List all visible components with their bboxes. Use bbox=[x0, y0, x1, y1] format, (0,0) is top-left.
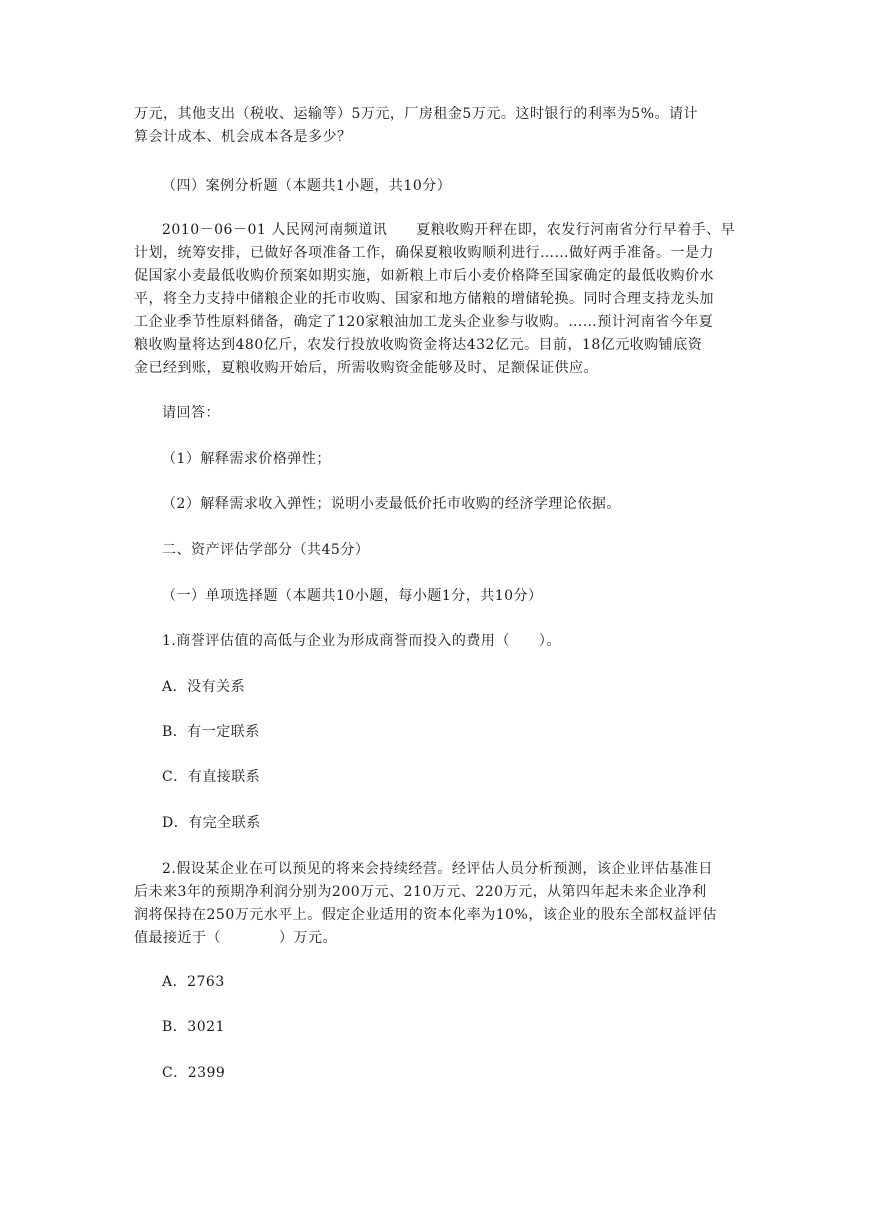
question-2-option-c: C．2399 bbox=[162, 1065, 226, 1081]
question-2-line-2: 后未来3年的预期净利润分别为200万元、210万元、220万元，从第四年起未来企业净利 bbox=[134, 884, 707, 900]
question-2-stem bbox=[134, 858, 744, 950]
question-2-line-4: 值最接近于（ ）万元。 bbox=[134, 930, 337, 946]
intro-line-1: 万元，其他支出（税收、运输等）5万元，厂房租金5万元。这时银行的利率为5%。请计 bbox=[134, 106, 699, 122]
question-1-option-c: C．有直接联系 bbox=[162, 769, 261, 785]
question-1-option-b: B．有一定联系 bbox=[162, 724, 260, 740]
question-2-line-1: 2.假设某企业在可以预见的将来会持续经营。经评估人员分析预测，该企业评估基准日 bbox=[162, 861, 713, 877]
intro-paragraph bbox=[134, 103, 744, 149]
sub-question-1: （1）解释需求价格弹性； bbox=[162, 451, 331, 467]
question-2-option-a: A．2763 bbox=[162, 974, 225, 990]
section-4-heading: （四）案例分析题（本题共1小题，共10分） bbox=[162, 178, 452, 194]
case-line-2: 计划，统筹安排，已做好各项准备工作，确保夏粮收购顺利进行……做好两手准备。一是力 bbox=[134, 245, 714, 261]
part-2-heading: 二、资产评估学部分（共45分） bbox=[162, 542, 370, 558]
question-1-stem: 1.商誉评估值的高低与企业为形成商誉而投入的费用（ ）。 bbox=[162, 633, 561, 649]
part-2-subheading: （一）单项选择题（本题共10小题，每小题1分，共10分） bbox=[162, 588, 543, 604]
case-line-5: 工企业季节性原料储备，确定了120家粮油加工龙头企业参与收购。……预计河南省今年夏 bbox=[134, 314, 714, 330]
question-1-option-a: A．没有关系 bbox=[162, 679, 246, 695]
case-paragraph bbox=[134, 219, 744, 380]
intro-line-2: 算会计成本、机会成本各是多少？ bbox=[134, 129, 352, 145]
case-line-4: 平，将全力支持中储粮企业的托市收购、国家和地方储粮的增储轮换。同时合理支持龙头加 bbox=[134, 291, 714, 307]
question-2-option-b: B．3021 bbox=[162, 1019, 225, 1035]
case-line-7: 金已经到账，夏粮收购开始后，所需收购资金能够及时、足额保证供应。 bbox=[134, 360, 598, 376]
question-1-option-d: D．有完全联系 bbox=[162, 815, 261, 831]
case-line-6: 粮收购量将达到480亿斤，农发行投放收购资金将达432亿元。目前，18亿元收购铺底资 bbox=[134, 337, 703, 353]
case-line-1: 2010－06－01 人民网河南频道讯 夏粮收购开秤在即，农发行河南省分行早着手、早 bbox=[162, 222, 736, 238]
case-line-3: 促国家小麦最低收购价预案如期实施，如新粮上市后小麦价格降至国家确定的最低收购价水 bbox=[134, 268, 714, 284]
please-answer: 请回答： bbox=[162, 405, 220, 421]
question-2-line-3: 润将保持在250万元水平上。假定企业适用的资本化率为10%，该企业的股东全部权益评估 bbox=[134, 907, 717, 923]
sub-question-2: （2）解释需求收入弹性；说明小麦最低价托市收购的经济学理论依据。 bbox=[162, 496, 621, 512]
